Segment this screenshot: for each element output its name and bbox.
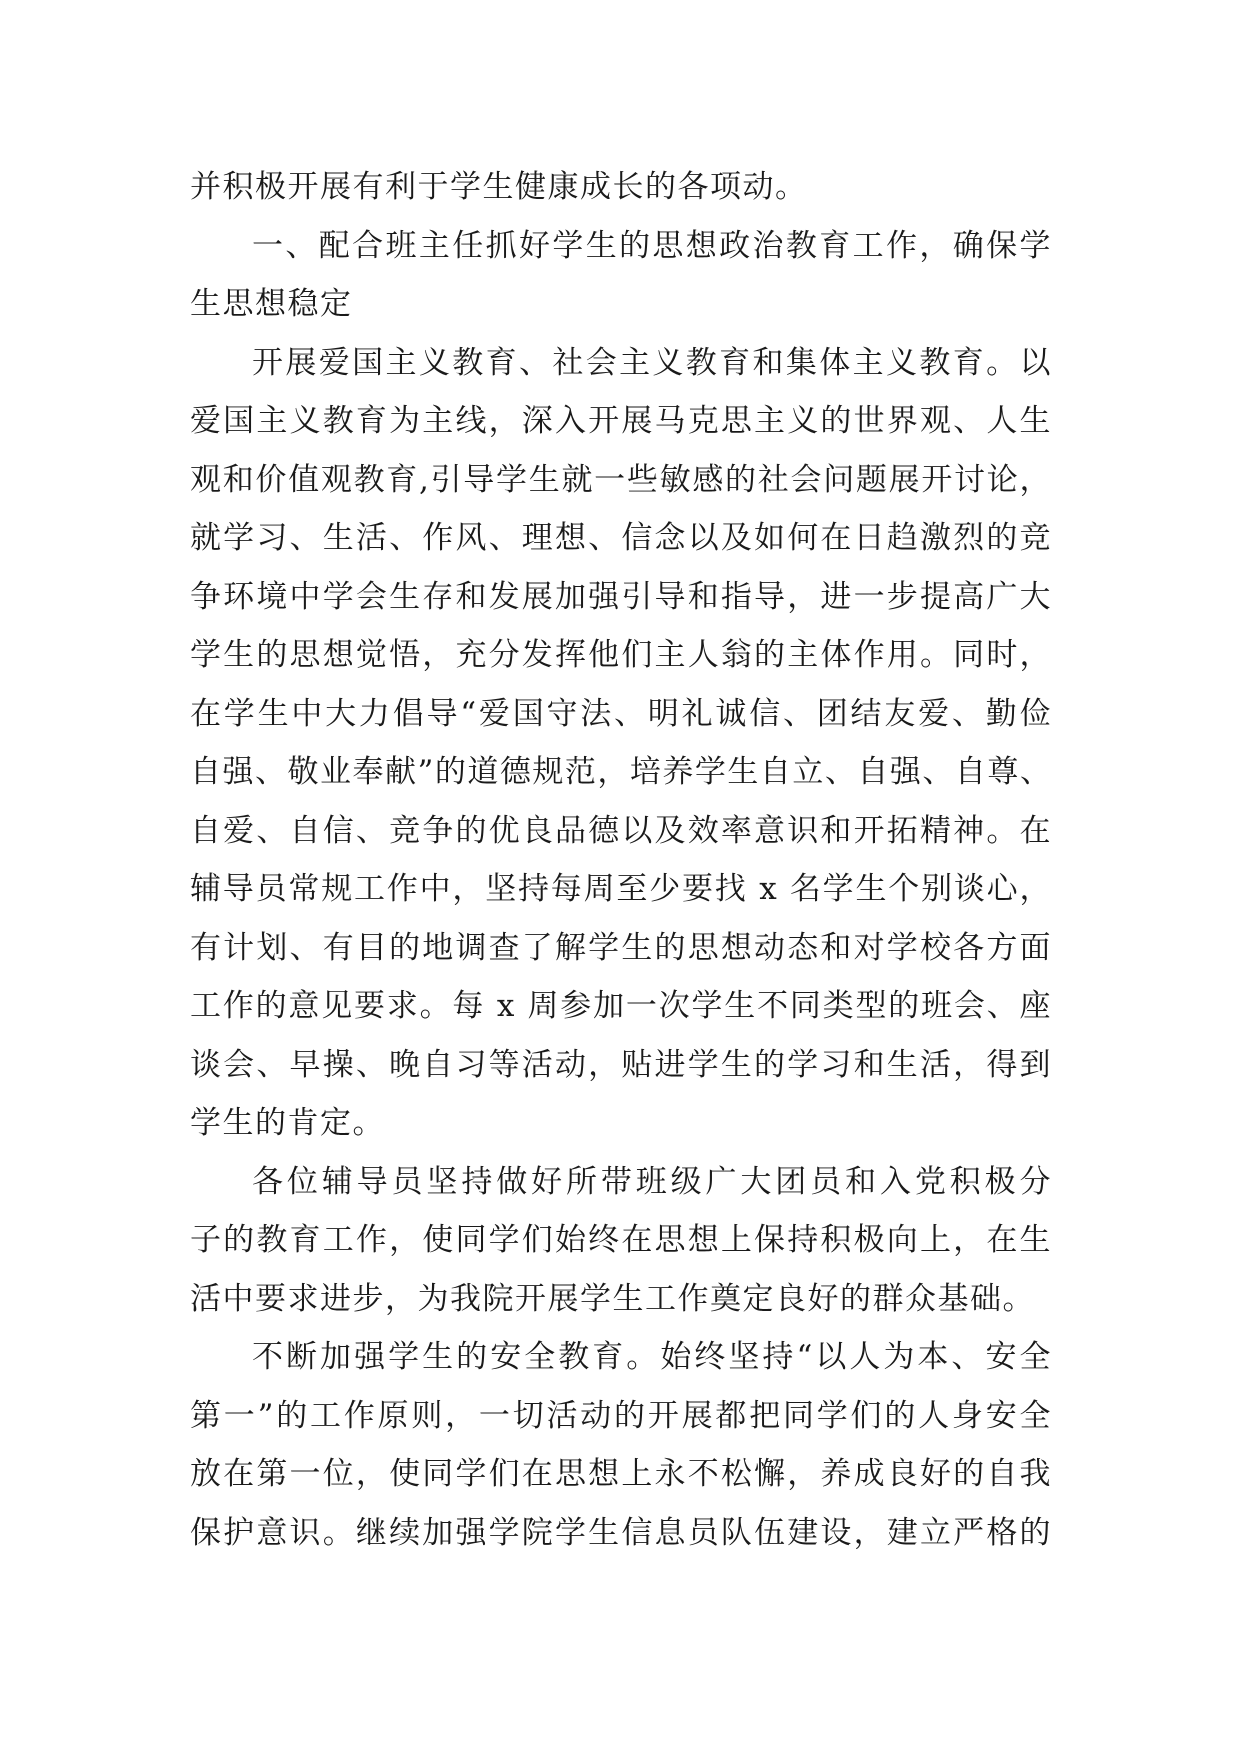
text-line: 不断加强学生的安全教育。始终坚持“以人为本、安全 [252,1339,1052,1375]
text-line: 活中要求进步，为我院开展学生工作奠定良好的群众基础。 [190,1280,1035,1317]
text-line: 在学生中大力倡导“爱国守法、明礼诚信、团结友爱、勤俭 [190,695,1052,732]
text-line: 辅导员常规工作中，坚持每周至少要找 x 名学生个别谈心， [190,871,1052,907]
paragraph-continuation [190,158,1052,217]
text-line: 有计划、有目的地调查了解学生的思想动态和对学校各方面 [190,929,1052,966]
text-line: 工作的意见要求。每 x 周参加一次学生不同类型的班会、座 [190,988,1052,1024]
text-line: 一、配合班主任抓好学生的思想政治教育工作，确保学 [252,227,1052,264]
text-line: 学生的肯定。 [190,1105,385,1141]
text-line: 自爱、自信、竞争的优良品德以及效率意识和开拓精神。在 [190,812,1052,849]
text-line: 各位辅导员坚持做好所带班级广大团员和入党积极分 [252,1163,1052,1200]
text-line: 第一”的工作原则，一切活动的开展都把同学们的人身安全 [190,1397,1052,1434]
text-line: 谈会、早操、晚自习等活动，贴进学生的学习和生活，得到 [190,1046,1052,1083]
text-line: 争环境中学会生存和发展加强引导和指导，进一步提高广大 [190,578,1052,615]
section-heading [190,217,1052,334]
text-line: 保护意识。继续加强学院学生信息员队伍建设，建立严格的 [190,1514,1052,1551]
text-line: 开展爱国主义教育、社会主义教育和集体主义教育。以 [252,344,1052,381]
text-line: 子的教育工作，使同学们始终在思想上保持积极向上，在生 [190,1222,1052,1258]
text-line: 放在第一位，使同学们在思想上永不松懈，养成良好的自我 [190,1456,1052,1492]
text-line: 自强、敬业奉献”的道德规范，培养学生自立、自强、自尊、 [190,754,1053,790]
paragraph-patriotic-education [190,334,1052,1153]
text-line: 生思想稳定 [190,286,353,322]
text-line: 并积极开展有利于学生健康成长的各项动。 [190,169,808,205]
text-line: 观和价值观教育,引导学生就一些敏感的社会问题展开讨论， [190,461,1052,498]
paragraph-safety-education [190,1328,1052,1562]
body-text [190,158,1052,1562]
text-line: 爱国主义教育为主线，深入开展马克思主义的世界观、人生 [190,403,1052,439]
paragraph-league-members [190,1153,1052,1329]
text-line: 学生的思想觉悟，充分发挥他们主人翁的主体作用。同时， [190,637,1052,673]
text-line: 就学习、生活、作风、理想、信念以及如何在日趋激烈的竞 [190,520,1052,556]
